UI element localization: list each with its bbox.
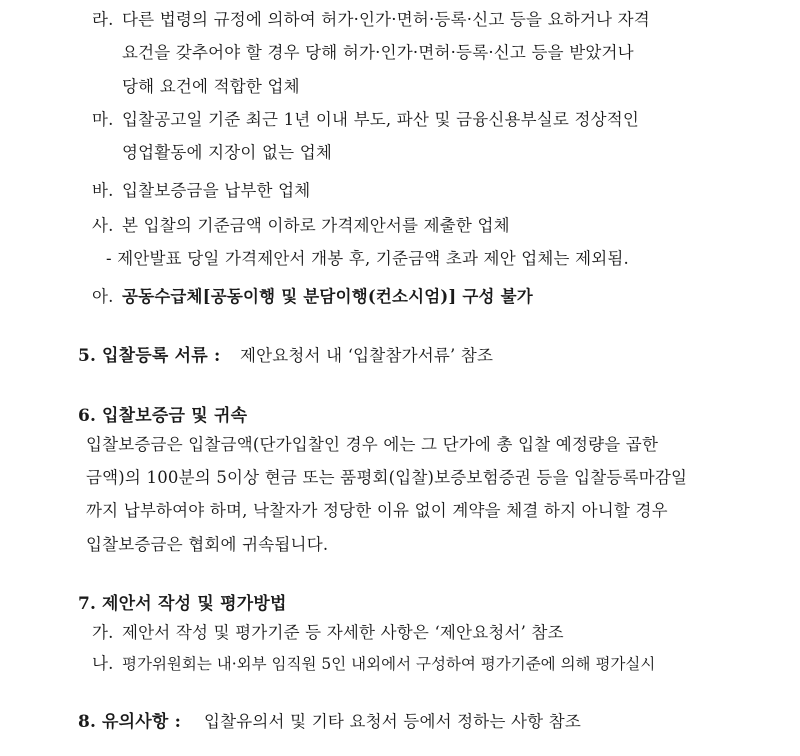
section6-number: 6. (78, 406, 97, 426)
section7-number: 7. (78, 594, 97, 614)
section7-title: 제안서 작성 및 평가방법 (102, 594, 287, 614)
section7-item-na-marker: 나. (92, 654, 114, 673)
item-ra-line-2: 요건을 갖추어야 할 경우 당해 허가·인가·면허·등록·신고 등을 받았거나 (122, 43, 634, 62)
section6-line-3: 까지 납부하여야 하며, 낙찰자가 정당한 이유 없이 계약을 체결 하지 아니할 경우 (86, 501, 668, 520)
section7-item-na-text: 평가위원회는 내·외부 임직원 5인 내외에서 구성하여 평가기준에 의해 평가실시 (122, 655, 656, 673)
section8-text: 입찰유의서 및 기타 요청서 등에서 정하는 사항 참조 (204, 712, 582, 731)
section7-item-ga-text: 제안서 작성 및 평가기준 등 자세한 사항은 ‘제안요청서’ 참조 (122, 623, 564, 642)
item-sa-marker: 사. (92, 216, 114, 235)
item-ra-line-3: 당해 요건에 적합한 업체 (122, 77, 300, 96)
section5-text: 제안요청서 내 ‘입찰참가서류’ 참조 (240, 346, 494, 365)
item-ba-line-1: 입찰보증금을 납부한 업체 (122, 181, 311, 200)
item-a-marker: 아. (92, 287, 114, 306)
section5-number: 5. (78, 346, 97, 366)
section6-line-1: 입찰보증금은 입찰금액(단가입찰인 경우 에는 그 단가에 총 입찰 예정량을 곱한 (86, 435, 659, 454)
item-ma-line-2: 영업활동에 지장이 없는 업체 (122, 143, 333, 162)
item-sa-line-1: 본 입찰의 기준금액 이하로 가격제안서를 제출한 업체 (122, 216, 510, 235)
item-ma-line-1: 입찰공고일 기준 최근 1년 이내 부도, 파산 및 금융신용부실로 정상적인 (122, 110, 640, 129)
section8-number: 8. (78, 712, 97, 732)
section6-line-2: 금액)의 100분의 5이상 현금 또는 품평회(입찰)보증보험증권 등을 입찰등록마감일 (86, 468, 688, 487)
section7-item-ga-marker: 가. (92, 623, 114, 642)
item-ra-line-1: 다른 법령의 규정에 의하여 허가·인가·면허·등록·신고 등을 요하거나 자격 (122, 10, 650, 29)
section8-title: 유의사항 : (102, 712, 182, 732)
section5-title: 입찰등록 서류 : (102, 346, 221, 366)
sub-note: - 제안발표 당일 가격제안서 개봉 후, 기준금액 초과 제안 업체는 제외됨. (106, 249, 630, 268)
section6-title: 입찰보증금 및 귀속 (102, 406, 248, 426)
item-ba-marker: 바. (92, 181, 114, 200)
item-ra-marker: 라. (92, 10, 114, 29)
item-ma-marker: 마. (92, 110, 114, 129)
section6-line-4: 입찰보증금은 협회에 귀속됩니다. (86, 535, 329, 554)
item-a-text: 공동수급체[공동이행 및 분담이행(컨소시엄)] 구성 불가 (122, 287, 533, 306)
